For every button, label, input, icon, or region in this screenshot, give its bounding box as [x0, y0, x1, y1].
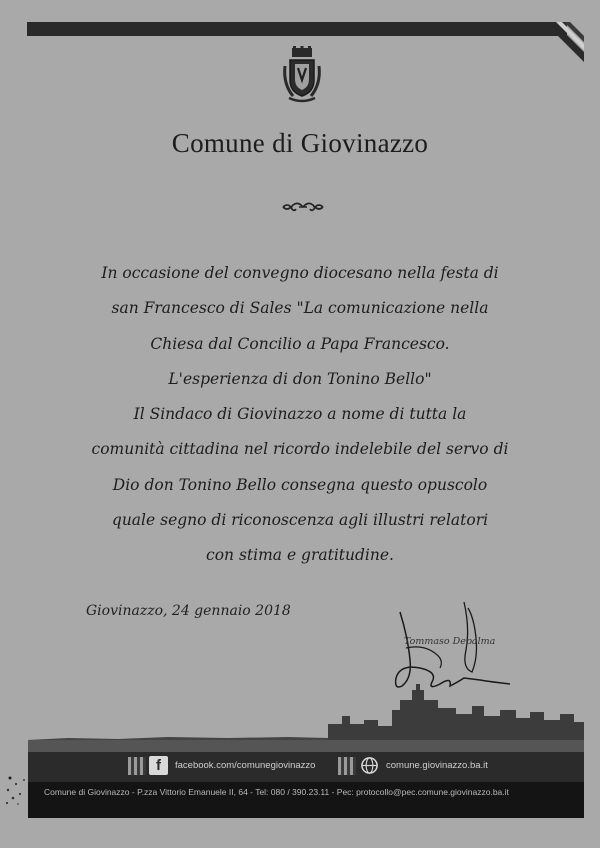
place-and-date: Giovinazzo, 24 gennaio 2018 — [86, 603, 291, 619]
globe-icon — [360, 756, 379, 775]
footer-address: Comune di Giovinazzo - P.zza Vittorio Emanuele II, 64 - Tel: 080 / 390.23.11 - Pec: protocollo@pec.comune.giovinazzo.ba.it — [44, 787, 509, 797]
dedication-line: con stima e gratitudine. — [206, 546, 394, 565]
qr-code-icon — [338, 757, 356, 775]
page-title: Comune di Giovinazzo — [171, 128, 429, 158]
contact-bar — [28, 752, 584, 782]
footer-bar — [28, 782, 584, 818]
qr-code-icon — [128, 757, 146, 775]
dedication-line: quale segno di riconoscenza agli illustri relatori — [111, 511, 489, 530]
dedication-line: Chiesa dal Concilio a Papa Francesco. — [150, 334, 450, 353]
dedication-line: Il Sindaco di Giovinazzo a nome di tutta la — [133, 405, 467, 424]
dedication-line: In occasione del convegno diocesano nella festa di — [101, 264, 499, 282]
facebook-icon: f — [149, 756, 168, 775]
dedication-text — [40, 256, 560, 574]
top-decorative-stripe — [27, 22, 567, 36]
town-skyline-image — [28, 680, 584, 752]
signer-name: Tommaso Depalma — [404, 636, 496, 647]
dedication-line: san Francesco di Sales "La comunicazione nella — [111, 299, 489, 318]
dedication-line: comunità cittadina nel ricordo indelebile del servo di — [91, 440, 509, 459]
corner-ribbon-icon — [536, 20, 586, 70]
scan-noise-speckle — [4, 770, 44, 810]
website-link[interactable]: comune.giovinazzo.ba.it — [386, 760, 488, 771]
dedication-line: L'esperienza di don Tonino Bello" — [168, 369, 432, 388]
municipal-crest-icon — [281, 46, 323, 108]
facebook-link[interactable]: facebook.com/comunegiovinazzo — [175, 760, 316, 771]
dedication-line: Dio don Tonino Bello consegna questo opuscolo — [112, 475, 488, 494]
flourish-ornament-icon — [281, 199, 325, 215]
